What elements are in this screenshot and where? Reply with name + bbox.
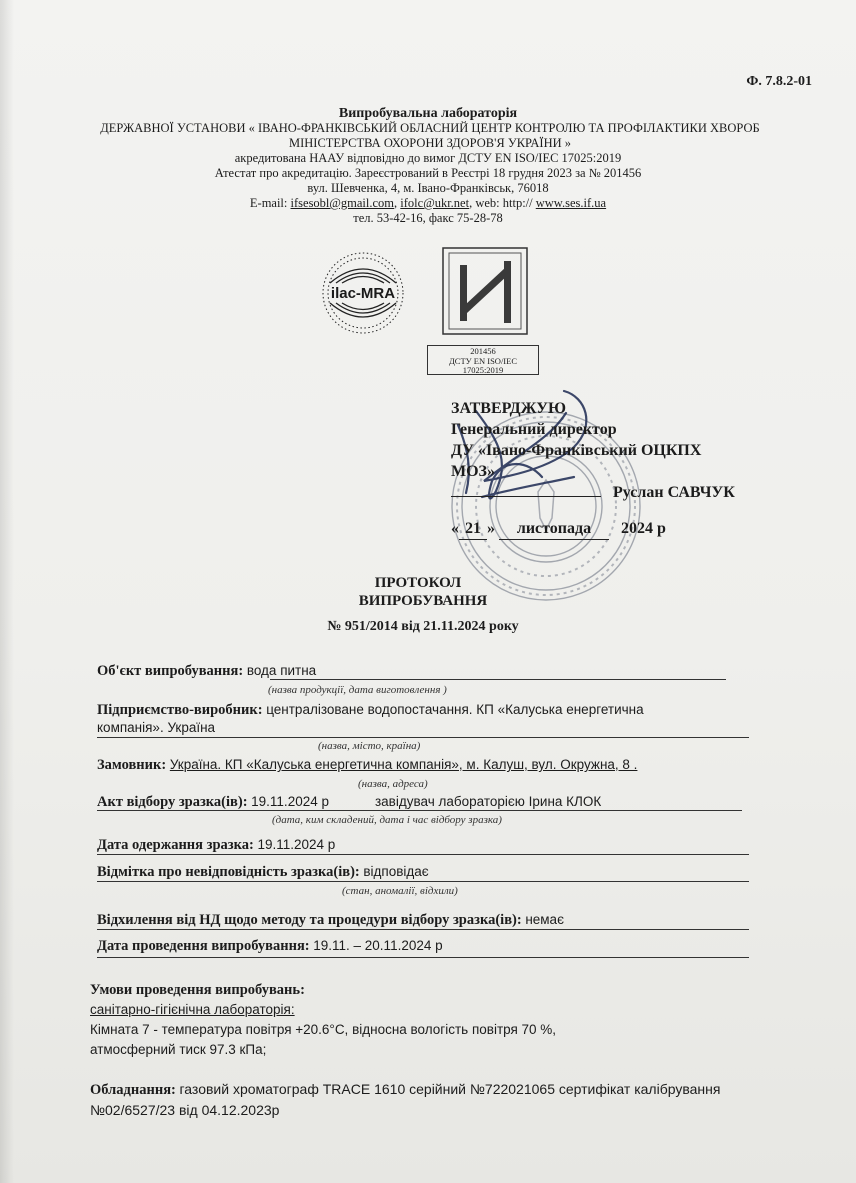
accreditation-line: акредитована НААУ відповідно до вимог ДСТУ EN ISO/IEC 17025:2019 [234, 151, 622, 165]
form-code: Ф. 7.8.2-01 [746, 74, 812, 89]
contacts-line [0, 196, 856, 211]
act-label: Акт відбору зразка(ів): [97, 794, 252, 810]
signature-line [451, 496, 601, 497]
received-value: 19.11.2024 р [257, 837, 336, 852]
ilac-logo-text: ilac-MRA [330, 285, 396, 302]
email-link-1[interactable]: ifsesobl@gmail.com [290, 196, 395, 210]
field-manufacturer [97, 701, 757, 737]
customer-label: Замовник: [97, 757, 170, 773]
nonconformity-underline [97, 881, 749, 882]
field-object [97, 662, 749, 680]
protocol-title [0, 574, 856, 636]
conditions-line-2: атмосферний тиск 97.3 кПа; [90, 1042, 267, 1057]
approval-position: Генеральний директор [451, 421, 617, 438]
field-customer [97, 756, 777, 774]
approval-org-line-2: МОЗ» [451, 463, 495, 480]
naau-standard: ДСТУ EN ISO/IEC [448, 355, 517, 366]
institution-name: ДЕРЖАВНОЇ УСТАНОВИ « ІВАНО-ФРАНКІВСЬКИЙ ОБЛАСНИЙ ЦЕНТР КОНТРОЛЮ ТА ПРОФІЛАКТИКИ ХВОРОБ МІНІСТЕРСТВА ОХОРОНИ ЗДОРОВ'Я УКРАЇНИ » [100, 121, 760, 150]
customer-hint: (назва, адреса) [358, 778, 428, 790]
web-prefix: , web: http:// [469, 196, 536, 210]
field-test-date [97, 937, 749, 955]
director-name: Руслан САВЧУК [613, 484, 735, 501]
approval-block [451, 398, 735, 537]
act-underline [97, 810, 742, 811]
manufacturer-hint: (назва, місто, країна) [318, 740, 421, 752]
test-conditions [90, 980, 770, 1060]
field-deviation [97, 911, 749, 929]
object-hint: (назва продукції, дата виготовлення ) [268, 684, 447, 696]
object-value: вода питна [246, 663, 317, 678]
manufacturer-value-1: централізоване водопостачання. КП «Калуська енергетична [266, 702, 644, 717]
naau-accreditation-box [427, 345, 539, 375]
attestat-line: Атестат про акредитацію. Зареєстрований в Реєстрі 18 грудня 2023 за № 201456 [214, 166, 642, 180]
received-label: Дата одержання зразка: [97, 837, 258, 853]
approval-year: 2024 р [621, 520, 666, 537]
letterhead [0, 106, 856, 226]
lab-name: Випробувальна лабораторія [338, 106, 518, 121]
naau-logo [442, 247, 528, 335]
manufacturer-underline [97, 737, 749, 738]
act-person: завідувач лабораторією Ірина КЛОК [374, 794, 602, 809]
test-date-underline [97, 957, 749, 958]
nonconformity-label: Відмітка про невідповідність зразка(ів): [97, 864, 364, 880]
email-separator: , [394, 196, 401, 210]
received-underline [97, 854, 749, 855]
equipment-label: Обладнання: [90, 1082, 180, 1098]
approval-date: « 21 » листопада 2024 р [451, 518, 666, 540]
approval-month: листопада [499, 518, 609, 540]
protocol-number: № 951/2014 від 21.11.2024 року [327, 619, 519, 634]
act-hint: (дата, ким складений, дата і час відбору зразка) [272, 814, 502, 826]
deviation-value: немає [525, 912, 564, 927]
naau-number: 201456 [470, 346, 496, 356]
test-date-label: Дата проведення випробування: [97, 938, 314, 954]
field-act [97, 793, 757, 811]
conditions-lab: санітарно-гігієнічна лабораторія: [90, 1002, 295, 1017]
conditions-line-1: Кімната 7 - температура повітря +20.6°С, відносна вологість повітря 70 %, [90, 1022, 557, 1037]
equipment-value: газовий хроматограф TRACE 1610 серійний №722021065 сертифікат калібрування №02/6527/23 від 04.12.2023р [90, 1081, 721, 1118]
protocol-title-2: ВИПРОБУВАННЯ [358, 593, 488, 609]
test-date-value: 19.11. – 20.11.2024 р [313, 938, 443, 953]
object-underline [270, 679, 726, 680]
approval-title: ЗАТВЕРДЖУЮ [451, 400, 567, 417]
address-line: вул. Шевченка, 4, м. Івано-Франківськ, 76018 [307, 181, 549, 195]
customer-value: Україна. КП «Калуська енергетична компанія», м. Калуш, вул. Окружна, 8 . [169, 757, 638, 772]
manufacturer-label: Підприємство-виробник: [97, 702, 267, 718]
naau-standard-year: 17025:2019 [462, 365, 504, 375]
field-received [97, 836, 749, 854]
nonconformity-value: відповідає [363, 864, 429, 879]
approval-name-line [451, 482, 781, 503]
act-date: 19.11.2024 р [251, 794, 329, 809]
manufacturer-value-2: компанія». Україна [97, 720, 216, 735]
deviation-underline [97, 929, 749, 930]
approval-day: 21 [459, 518, 487, 540]
phone-line: тел. 53-42-16, факс 75-28-78 [353, 211, 503, 225]
ilac-mra-logo [316, 249, 410, 335]
field-nonconformity [97, 863, 749, 881]
protocol-title-1: ПРОТОКОЛ [374, 575, 462, 591]
web-link[interactable]: www.ses.if.ua [535, 196, 607, 210]
approval-org-line-1: ДУ «Івано-Франківський ОЦКПХ [451, 442, 702, 459]
deviation-label: Відхилення від НД щодо методу та процедури відбору зразка(ів): [97, 912, 526, 928]
equipment [90, 1079, 770, 1121]
conditions-label: Умови проведення випробувань: [90, 982, 305, 998]
email-prefix: E-mail: [249, 196, 291, 210]
nonconformity-hint: (стан, аномалії, відхили) [342, 885, 458, 897]
email-link-2[interactable]: ifolc@ukr.net [400, 196, 470, 210]
object-label: Об'єкт випробування: [97, 663, 247, 679]
